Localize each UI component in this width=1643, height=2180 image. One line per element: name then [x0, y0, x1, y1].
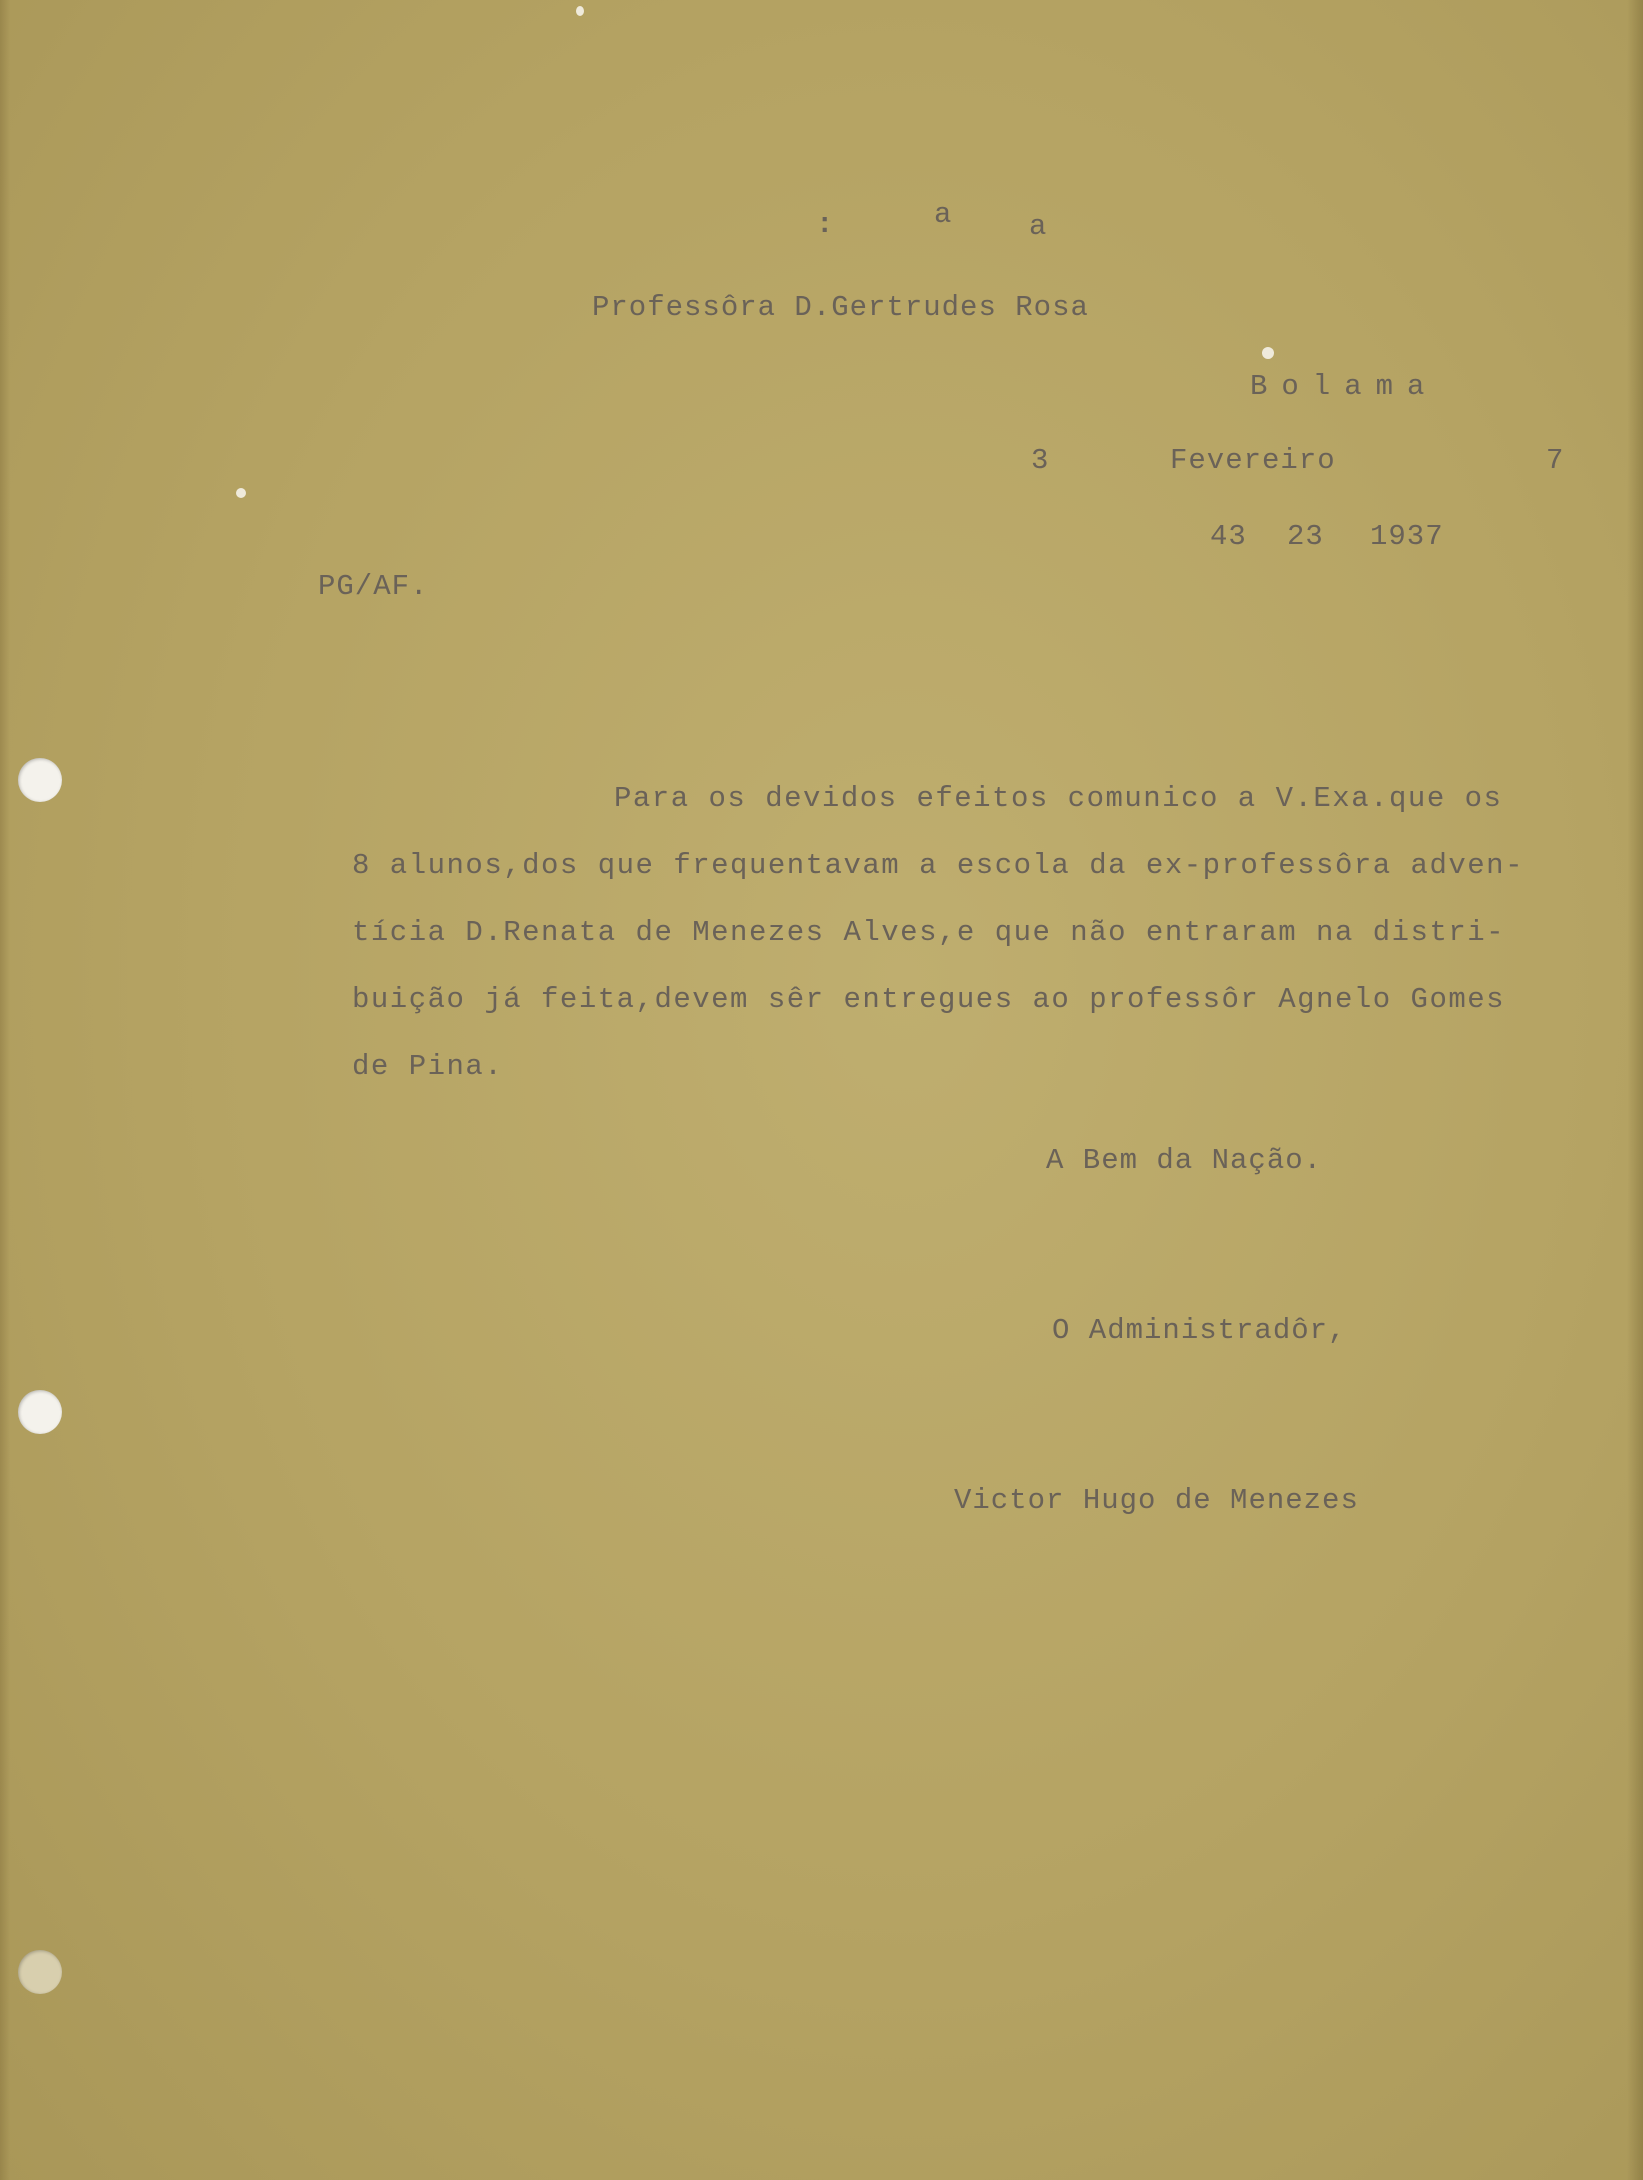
- punch-hole-top: [18, 758, 62, 802]
- top-mark-a-2: a: [1029, 210, 1048, 243]
- body-line-1: Para os devidos efeitos comunico a V.Exa.que os: [614, 782, 1503, 815]
- punch-hole-bottom: [18, 1950, 62, 1994]
- paper-speck: [1262, 347, 1274, 359]
- top-mark-a-1: a: [934, 198, 953, 231]
- date-month: Fevereiro: [1170, 444, 1336, 477]
- date-day: 3: [1031, 444, 1050, 477]
- place: Bolama: [1250, 370, 1439, 403]
- closing-salutation: A Bem da Nação.: [1046, 1144, 1323, 1177]
- paper-right-edge: [1627, 0, 1643, 2180]
- body-line-4: buição já feita,devem sêr entregues ao professôr Agnelo Gomes: [352, 983, 1506, 1016]
- paper-speck: [576, 6, 584, 16]
- date-year-digit: 7: [1546, 444, 1565, 477]
- punch-hole-middle: [18, 1390, 62, 1434]
- number-1: 43: [1210, 520, 1247, 553]
- body-line-5: de Pina.: [352, 1050, 504, 1083]
- number-2: 23: [1287, 520, 1324, 553]
- paper-speck: [236, 488, 246, 498]
- letter-body: [352, 765, 1592, 1100]
- body-line-2: 8 alunos,dos que frequentavam a escola da ex-professôra adven-: [352, 849, 1524, 882]
- number-3: 1937: [1370, 520, 1444, 553]
- signatory-name: Victor Hugo de Menezes: [954, 1484, 1359, 1517]
- paper-left-edge: [0, 0, 10, 2180]
- signatory-title: O Administradôr,: [1052, 1314, 1347, 1347]
- top-mark-colon: :: [816, 208, 835, 241]
- addressee: Professôra D.Gertrudes Rosa: [592, 291, 1089, 324]
- reference-code: PG/AF.: [318, 570, 429, 603]
- body-line-3: tícia D.Renata de Menezes Alves,e que não entraram na distri-: [352, 916, 1506, 949]
